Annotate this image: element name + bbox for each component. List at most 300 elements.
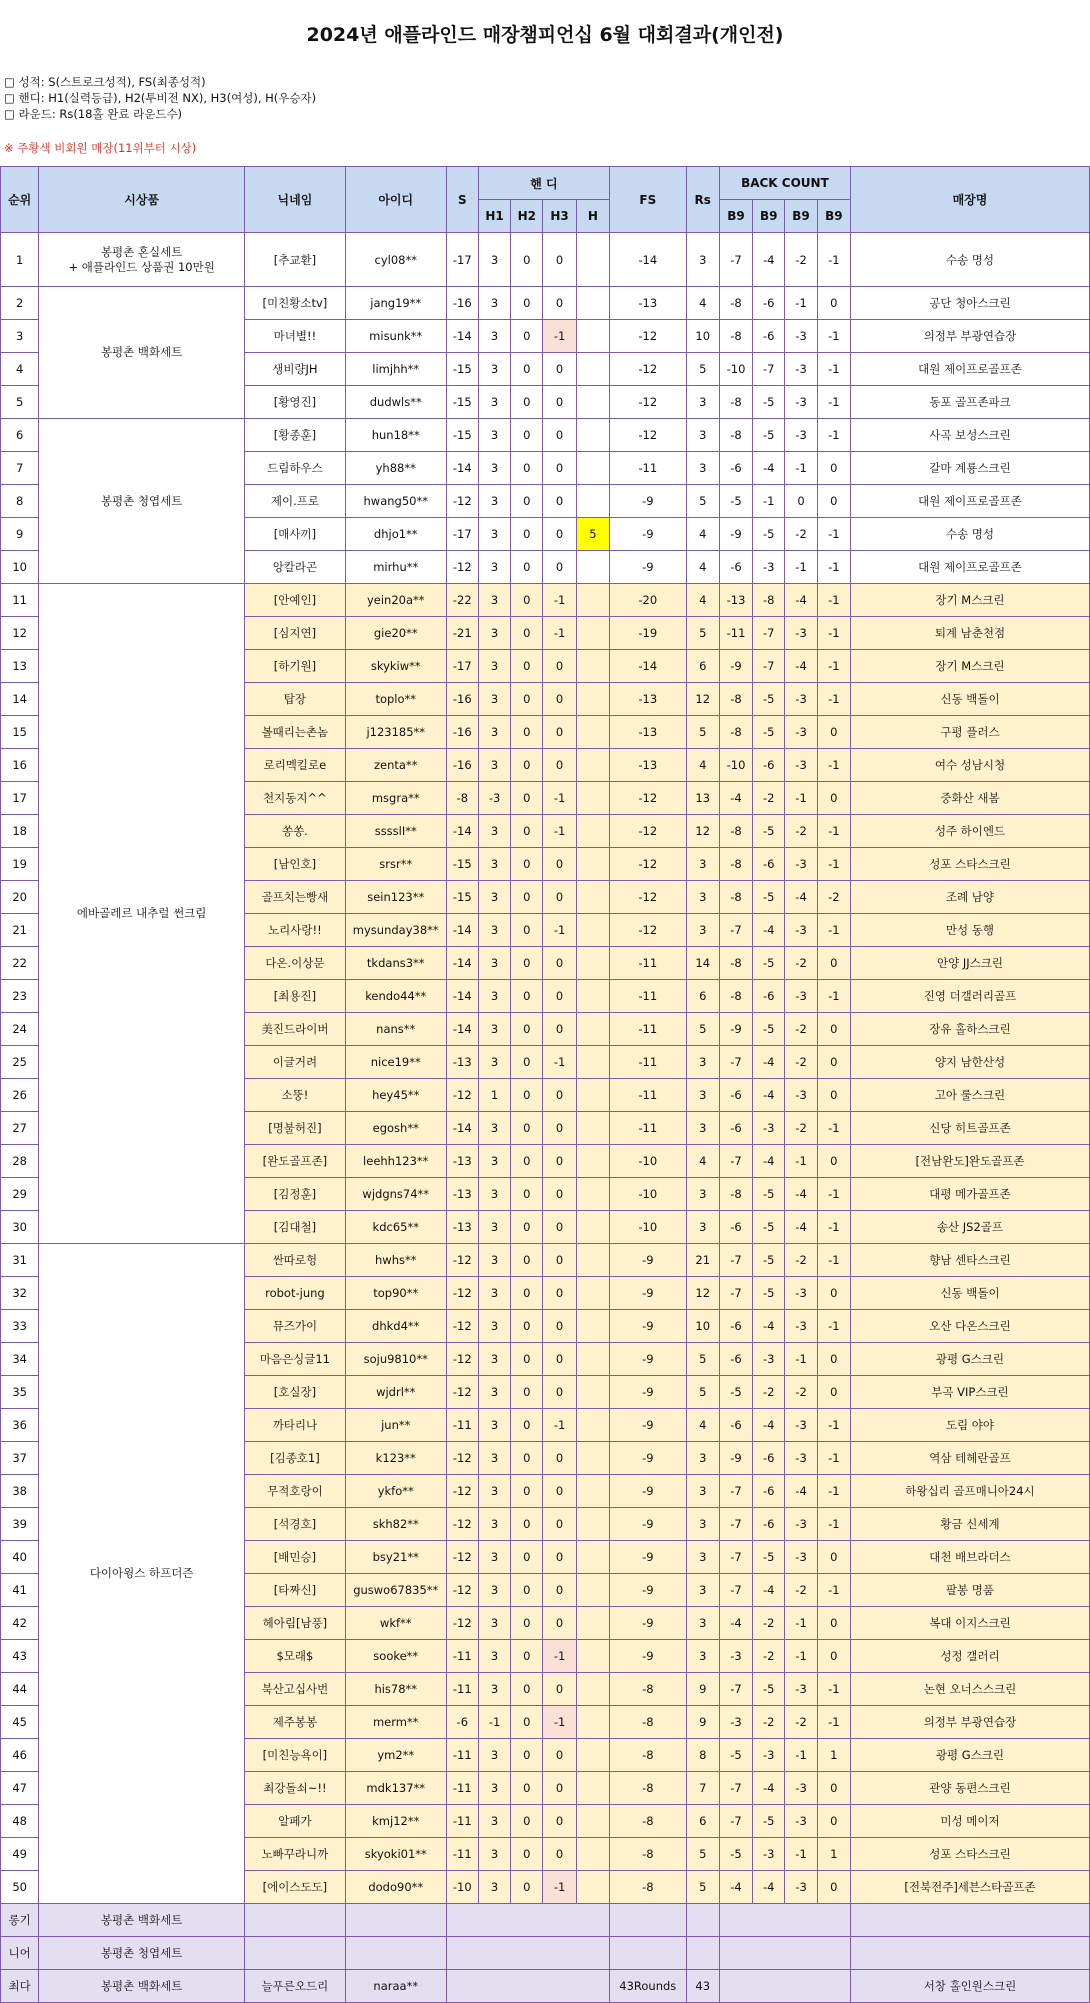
h1-cell: 3 — [478, 233, 510, 287]
back9-1-cell: -8 — [719, 848, 752, 881]
back9-1-cell: -7 — [719, 1574, 752, 1607]
h3-cell: 0 — [543, 947, 576, 980]
id-cell — [345, 1904, 446, 1937]
nickname-cell: 로리멕킬로e — [245, 749, 346, 782]
store-cell: 동포 골프존파크 — [850, 386, 1089, 419]
id-cell: kmj12** — [345, 1805, 446, 1838]
h1-cell: 3 — [478, 1739, 510, 1772]
nickname-cell: [석경호] — [245, 1508, 346, 1541]
h-cell — [576, 485, 609, 518]
rounds-cell: 3 — [686, 1442, 719, 1475]
store-cell: 황금 신세계 — [850, 1508, 1089, 1541]
h3-cell: -1 — [543, 584, 576, 617]
back9-3-cell: -3 — [785, 1805, 817, 1838]
h1-cell: 3 — [478, 419, 510, 452]
store-cell: 여수 성남시청 — [850, 749, 1089, 782]
back9-3-cell: -3 — [785, 1310, 817, 1343]
back9-4-cell: 0 — [817, 1805, 850, 1838]
id-cell: skyoki01** — [345, 1838, 446, 1871]
stroke-cell: -15 — [446, 419, 478, 452]
h1-cell: 3 — [478, 617, 510, 650]
back9-4-cell: -1 — [817, 1310, 850, 1343]
back9-2-cell: -5 — [753, 1244, 785, 1277]
back9-3-cell: -1 — [785, 1640, 817, 1673]
h2-cell: 0 — [511, 386, 543, 419]
back9-1-cell: -9 — [719, 1013, 752, 1046]
back9-2-cell: -6 — [753, 848, 785, 881]
store-cell: 장기 M스크린 — [850, 584, 1089, 617]
h2-cell: 0 — [511, 650, 543, 683]
legend — [4, 74, 316, 122]
back9-4-cell: 0 — [817, 1046, 850, 1079]
nickname-cell: [심지연] — [245, 617, 346, 650]
back9-1-cell: -4 — [719, 1607, 752, 1640]
id-cell: k123** — [345, 1442, 446, 1475]
back9-2-cell: -4 — [753, 1310, 785, 1343]
back9-3-cell: -3 — [785, 980, 817, 1013]
final-score-cell: -12 — [609, 914, 686, 947]
h1-cell: 3 — [478, 1805, 510, 1838]
store-cell: 의정부 부광연습장 — [850, 1706, 1089, 1739]
h-cell — [576, 947, 609, 980]
rounds-cell: 21 — [686, 1244, 719, 1277]
back9-1-cell: -10 — [719, 749, 752, 782]
h2-cell: 0 — [511, 1772, 543, 1805]
nickname-cell: [미친황소tv] — [245, 287, 346, 320]
stroke-cell: -11 — [446, 1838, 478, 1871]
back9-1-cell: -8 — [719, 320, 752, 353]
nickname-cell: 무적호랑이 — [245, 1475, 346, 1508]
stroke-cell: -14 — [446, 815, 478, 848]
nickname-cell: [미친능욕이] — [245, 1739, 346, 1772]
back9-4-cell: -1 — [817, 1211, 850, 1244]
h2-cell: 0 — [511, 1145, 543, 1178]
id-cell: nans** — [345, 1013, 446, 1046]
back9-1-cell: -13 — [719, 584, 752, 617]
back9-3-cell: -4 — [785, 881, 817, 914]
back9-1-cell: -6 — [719, 1079, 752, 1112]
nickname-cell: 북산고십사번 — [245, 1673, 346, 1706]
empty-cell — [719, 1970, 850, 2003]
h3-cell: -1 — [543, 320, 576, 353]
final-score-cell: -9 — [609, 1442, 686, 1475]
back9-3-cell: -3 — [785, 419, 817, 452]
rank-cell: 29 — [1, 1178, 39, 1211]
back9-1-cell: -7 — [719, 1508, 752, 1541]
id-cell: sssslI** — [345, 815, 446, 848]
back9-2-cell: -6 — [753, 320, 785, 353]
rank-cell: 3 — [1, 320, 39, 353]
rank-cell: 10 — [1, 551, 39, 584]
h-cell — [576, 848, 609, 881]
back9-1-cell: -9 — [719, 650, 752, 683]
stroke-cell: -12 — [446, 1277, 478, 1310]
id-cell: mysunday38** — [345, 914, 446, 947]
h-cell — [576, 1772, 609, 1805]
store-cell: 성포 스타스크린 — [850, 1838, 1089, 1871]
rounds-cell: 3 — [686, 1046, 719, 1079]
h1-cell: 3 — [478, 749, 510, 782]
back9-4-cell: -1 — [817, 1244, 850, 1277]
back9-4-cell: -1 — [817, 617, 850, 650]
rank-cell: 36 — [1, 1409, 39, 1442]
back9-2-cell: -7 — [753, 353, 785, 386]
id-cell: mdk137** — [345, 1772, 446, 1805]
h-cell — [576, 1541, 609, 1574]
back9-1-cell: -7 — [719, 1244, 752, 1277]
h3-cell: 0 — [543, 848, 576, 881]
final-score-cell: -12 — [609, 848, 686, 881]
h-cell — [576, 386, 609, 419]
back9-4-cell: -1 — [817, 1178, 850, 1211]
rounds-cell: 3 — [686, 386, 719, 419]
h2-cell: 0 — [511, 1409, 543, 1442]
final-score-cell: -12 — [609, 419, 686, 452]
stroke-cell: -14 — [446, 947, 478, 980]
rounds-cell: 5 — [686, 1871, 719, 1904]
h1-cell: 3 — [478, 1541, 510, 1574]
back9-4-cell: -1 — [817, 1475, 850, 1508]
h3-cell: 0 — [543, 233, 576, 287]
h1-cell: 3 — [478, 914, 510, 947]
id-cell: skykiw** — [345, 650, 446, 683]
rank-cell: 22 — [1, 947, 39, 980]
nickname-cell — [245, 1937, 346, 1970]
store-cell: 논현 오너스스크린 — [850, 1673, 1089, 1706]
h-cell — [576, 1244, 609, 1277]
h-cell — [576, 1574, 609, 1607]
final-score-cell: -10 — [609, 1178, 686, 1211]
store-cell: 신동 백돌이 — [850, 1277, 1089, 1310]
id-cell: sooke** — [345, 1640, 446, 1673]
stroke-cell: -12 — [446, 1079, 478, 1112]
h3-cell: 0 — [543, 1277, 576, 1310]
h3-cell: 0 — [543, 1145, 576, 1178]
id-cell: kendo44** — [345, 980, 446, 1013]
rounds-cell: 10 — [686, 1310, 719, 1343]
back9-3-cell: -1 — [785, 1145, 817, 1178]
empty-cell — [446, 1937, 609, 1970]
rounds-cell: 10 — [686, 320, 719, 353]
back9-2-cell: -5 — [753, 1013, 785, 1046]
h3-cell: 0 — [543, 1244, 576, 1277]
h1-cell: 3 — [478, 1376, 510, 1409]
h-cell — [576, 1838, 609, 1871]
id-cell: yh88** — [345, 452, 446, 485]
h-cell — [576, 881, 609, 914]
back9-2-cell: -4 — [753, 1574, 785, 1607]
h3-cell: -1 — [543, 782, 576, 815]
award-label-cell: 롱기 — [1, 1904, 39, 1937]
header-rounds: Rs — [686, 167, 719, 233]
store-cell: 사곡 보성스크린 — [850, 419, 1089, 452]
rounds-cell: 3 — [686, 1640, 719, 1673]
back9-4-cell: -1 — [817, 1706, 850, 1739]
rounds-cell: 14 — [686, 947, 719, 980]
back9-2-cell: -5 — [753, 1178, 785, 1211]
store-cell — [850, 1937, 1089, 1970]
back9-1-cell: -4 — [719, 1871, 752, 1904]
rank-cell: 49 — [1, 1838, 39, 1871]
h-cell — [576, 1508, 609, 1541]
h1-cell: 3 — [478, 1244, 510, 1277]
store-cell: 대평 메가골프존 — [850, 1178, 1089, 1211]
rounds-cell: 5 — [686, 485, 719, 518]
rank-cell: 43 — [1, 1640, 39, 1673]
back9-3-cell: -3 — [785, 386, 817, 419]
id-cell: top90** — [345, 1277, 446, 1310]
back9-2-cell: -6 — [753, 1508, 785, 1541]
back9-3-cell: -3 — [785, 848, 817, 881]
back9-1-cell: -3 — [719, 1706, 752, 1739]
h2-cell: 0 — [511, 1805, 543, 1838]
nickname-cell: 제이.프로 — [245, 485, 346, 518]
store-cell: 대원 제이프로골프존 — [850, 551, 1089, 584]
back9-2-cell: -5 — [753, 386, 785, 419]
h1-cell: 3 — [478, 518, 510, 551]
h3-cell: 0 — [543, 1310, 576, 1343]
nickname-cell: [매사끼] — [245, 518, 346, 551]
h1-cell: 3 — [478, 1607, 510, 1640]
back9-2-cell: -2 — [753, 1706, 785, 1739]
rounds-cell: 5 — [686, 716, 719, 749]
back9-1-cell: -8 — [719, 1178, 752, 1211]
back9-4-cell: 0 — [817, 1013, 850, 1046]
back9-1-cell: -11 — [719, 617, 752, 650]
h2-cell: 0 — [511, 815, 543, 848]
prize-cell: 봉평촌 백화세트 — [39, 287, 245, 419]
h-cell — [576, 1079, 609, 1112]
back9-4-cell: 0 — [817, 1079, 850, 1112]
h-cell — [576, 1739, 609, 1772]
h2-cell: 0 — [511, 1079, 543, 1112]
nickname-cell: 드림하우스 — [245, 452, 346, 485]
store-cell: 광평 G스크린 — [850, 1739, 1089, 1772]
table-row — [1, 1244, 1090, 1277]
back9-1-cell: -7 — [719, 1277, 752, 1310]
final-score-cell: -14 — [609, 233, 686, 287]
stroke-cell: -17 — [446, 518, 478, 551]
stroke-cell: -11 — [446, 1772, 478, 1805]
id-cell: zenta** — [345, 749, 446, 782]
back9-1-cell: -9 — [719, 1442, 752, 1475]
back9-3-cell: -2 — [785, 1574, 817, 1607]
stroke-cell: -12 — [446, 1376, 478, 1409]
rounds-cell: 3 — [686, 881, 719, 914]
rounds-cell: 6 — [686, 1805, 719, 1838]
back9-2-cell: -2 — [753, 1640, 785, 1673]
h1-cell: 3 — [478, 1046, 510, 1079]
back9-1-cell: -7 — [719, 233, 752, 287]
store-cell: 하왕십리 골프매니아24시 — [850, 1475, 1089, 1508]
store-cell: 구평 플러스 — [850, 716, 1089, 749]
header-rank: 순위 — [1, 167, 39, 233]
h-cell — [576, 1673, 609, 1706]
h2-cell: 0 — [511, 551, 543, 584]
h-cell — [576, 287, 609, 320]
back9-2-cell: -4 — [753, 1079, 785, 1112]
page-title: 2024년 애플라인드 매장챔피언십 6월 대회결과(개인전) — [306, 24, 784, 46]
h1-cell: 3 — [478, 1871, 510, 1904]
h3-cell: -1 — [543, 1046, 576, 1079]
h2-cell: 0 — [511, 452, 543, 485]
rank-cell: 12 — [1, 617, 39, 650]
back9-3-cell: -4 — [785, 650, 817, 683]
back9-4-cell: 0 — [817, 1541, 850, 1574]
empty-cell — [719, 1937, 850, 1970]
back9-3-cell: -1 — [785, 287, 817, 320]
rank-cell: 42 — [1, 1607, 39, 1640]
header-b9-3: B9 — [785, 200, 817, 233]
h-cell — [576, 1640, 609, 1673]
h2-cell: 0 — [511, 1541, 543, 1574]
back9-3-cell: -4 — [785, 1211, 817, 1244]
rounds-cell: 7 — [686, 1772, 719, 1805]
final-score-cell: -13 — [609, 716, 686, 749]
nickname-cell: [타짜신] — [245, 1574, 346, 1607]
h2-cell: 0 — [511, 287, 543, 320]
nickname-cell: [황영진] — [245, 386, 346, 419]
h2-cell: 0 — [511, 947, 543, 980]
h2-cell: 0 — [511, 1574, 543, 1607]
back9-3-cell: -2 — [785, 1376, 817, 1409]
store-cell: 서창 홀인원스크린 — [850, 1970, 1089, 2003]
empty-cell — [446, 1970, 609, 2003]
final-score-cell: -9 — [609, 1640, 686, 1673]
back9-1-cell: -6 — [719, 1211, 752, 1244]
stroke-cell: -15 — [446, 353, 478, 386]
rounds-cell: 4 — [686, 584, 719, 617]
h3-cell: 0 — [543, 1013, 576, 1046]
rounds-cell: 3 — [686, 1079, 719, 1112]
header-h2: H2 — [511, 200, 543, 233]
back9-2-cell: -7 — [753, 617, 785, 650]
back9-3-cell: -3 — [785, 1079, 817, 1112]
h2-cell: 0 — [511, 1607, 543, 1640]
back9-4-cell: 0 — [817, 1607, 850, 1640]
stroke-cell: -14 — [446, 452, 478, 485]
store-cell: 중화산 새봄 — [850, 782, 1089, 815]
store-cell: 조례 남양 — [850, 881, 1089, 914]
h3-cell: 0 — [543, 551, 576, 584]
nickname-cell: 헤아림[남풍] — [245, 1607, 346, 1640]
h2-cell: 0 — [511, 1046, 543, 1079]
rounds-cell: 3 — [686, 1112, 719, 1145]
h-cell — [576, 1871, 609, 1904]
nickname-cell: [배민승] — [245, 1541, 346, 1574]
final-score-cell: -9 — [609, 1310, 686, 1343]
store-cell: 성주 하이엔드 — [850, 815, 1089, 848]
h-cell — [576, 1046, 609, 1079]
back9-1-cell: -8 — [719, 419, 752, 452]
id-cell — [345, 1937, 446, 1970]
rank-cell: 35 — [1, 1376, 39, 1409]
final-score-cell: -10 — [609, 1145, 686, 1178]
back9-3-cell: -2 — [785, 1706, 817, 1739]
h1-cell: 3 — [478, 386, 510, 419]
rounds-cell: 3 — [686, 848, 719, 881]
stroke-cell: -11 — [446, 1805, 478, 1838]
rounds-cell: 4 — [686, 1145, 719, 1178]
final-score-cell: -9 — [609, 485, 686, 518]
h1-cell: 3 — [478, 485, 510, 518]
h-cell — [576, 1409, 609, 1442]
rounds-cell: 3 — [686, 1541, 719, 1574]
final-score-cell: -8 — [609, 1871, 686, 1904]
h-cell — [576, 1376, 609, 1409]
h2-cell: 0 — [511, 1343, 543, 1376]
stroke-cell: -17 — [446, 233, 478, 287]
id-cell: dhjo1** — [345, 518, 446, 551]
final-score-cell: -10 — [609, 1211, 686, 1244]
back9-1-cell: -5 — [719, 485, 752, 518]
store-cell: 부곡 VIP스크린 — [850, 1376, 1089, 1409]
h3-cell: 0 — [543, 452, 576, 485]
back9-1-cell: -7 — [719, 1145, 752, 1178]
back9-4-cell: 0 — [817, 782, 850, 815]
h-cell — [576, 452, 609, 485]
h-cell — [576, 1211, 609, 1244]
h1-cell: 3 — [478, 1277, 510, 1310]
nickname-cell: 생비량JH — [245, 353, 346, 386]
id-cell: srsr** — [345, 848, 446, 881]
rank-cell: 46 — [1, 1739, 39, 1772]
back9-1-cell: -7 — [719, 1046, 752, 1079]
back9-3-cell: -1 — [785, 1838, 817, 1871]
h1-cell: 3 — [478, 1574, 510, 1607]
rank-cell: 37 — [1, 1442, 39, 1475]
rounds-cell: 5 — [686, 1376, 719, 1409]
store-cell: 장기 M스크린 — [850, 650, 1089, 683]
h-cell — [576, 1178, 609, 1211]
nickname-cell: 싼따로헝 — [245, 1244, 346, 1277]
stroke-cell: -21 — [446, 617, 478, 650]
h-cell — [576, 815, 609, 848]
rank-cell: 23 — [1, 980, 39, 1013]
stroke-cell: -22 — [446, 584, 478, 617]
back9-2-cell: -5 — [753, 1541, 785, 1574]
h1-cell: 3 — [478, 650, 510, 683]
back9-1-cell: -5 — [719, 1376, 752, 1409]
rounds-cell: 12 — [686, 815, 719, 848]
final-score-cell: -9 — [609, 1409, 686, 1442]
id-cell: dodo90** — [345, 1871, 446, 1904]
final-score-cell — [609, 1937, 686, 1970]
h1-cell: 3 — [478, 1211, 510, 1244]
h-cell — [576, 1607, 609, 1640]
nickname-cell: 천지동지^^ — [245, 782, 346, 815]
nickname-cell: 볼때리는촌놈 — [245, 716, 346, 749]
h2-cell: 0 — [511, 1673, 543, 1706]
back9-3-cell: -2 — [785, 1112, 817, 1145]
final-score-cell — [609, 1904, 686, 1937]
rounds-cell: 5 — [686, 1343, 719, 1376]
back9-2-cell: -5 — [753, 518, 785, 551]
h-cell — [576, 353, 609, 386]
back9-2-cell: -1 — [753, 485, 785, 518]
back9-1-cell: -8 — [719, 881, 752, 914]
back9-4-cell: 0 — [817, 716, 850, 749]
header-h1: H1 — [478, 200, 510, 233]
id-cell: limjhh** — [345, 353, 446, 386]
h3-cell: -1 — [543, 815, 576, 848]
h2-cell: 0 — [511, 1838, 543, 1871]
h2-cell: 0 — [511, 848, 543, 881]
final-score-cell: -11 — [609, 947, 686, 980]
back9-4-cell: -1 — [817, 914, 850, 947]
back9-1-cell: -7 — [719, 1541, 752, 1574]
h3-cell: 0 — [543, 1739, 576, 1772]
